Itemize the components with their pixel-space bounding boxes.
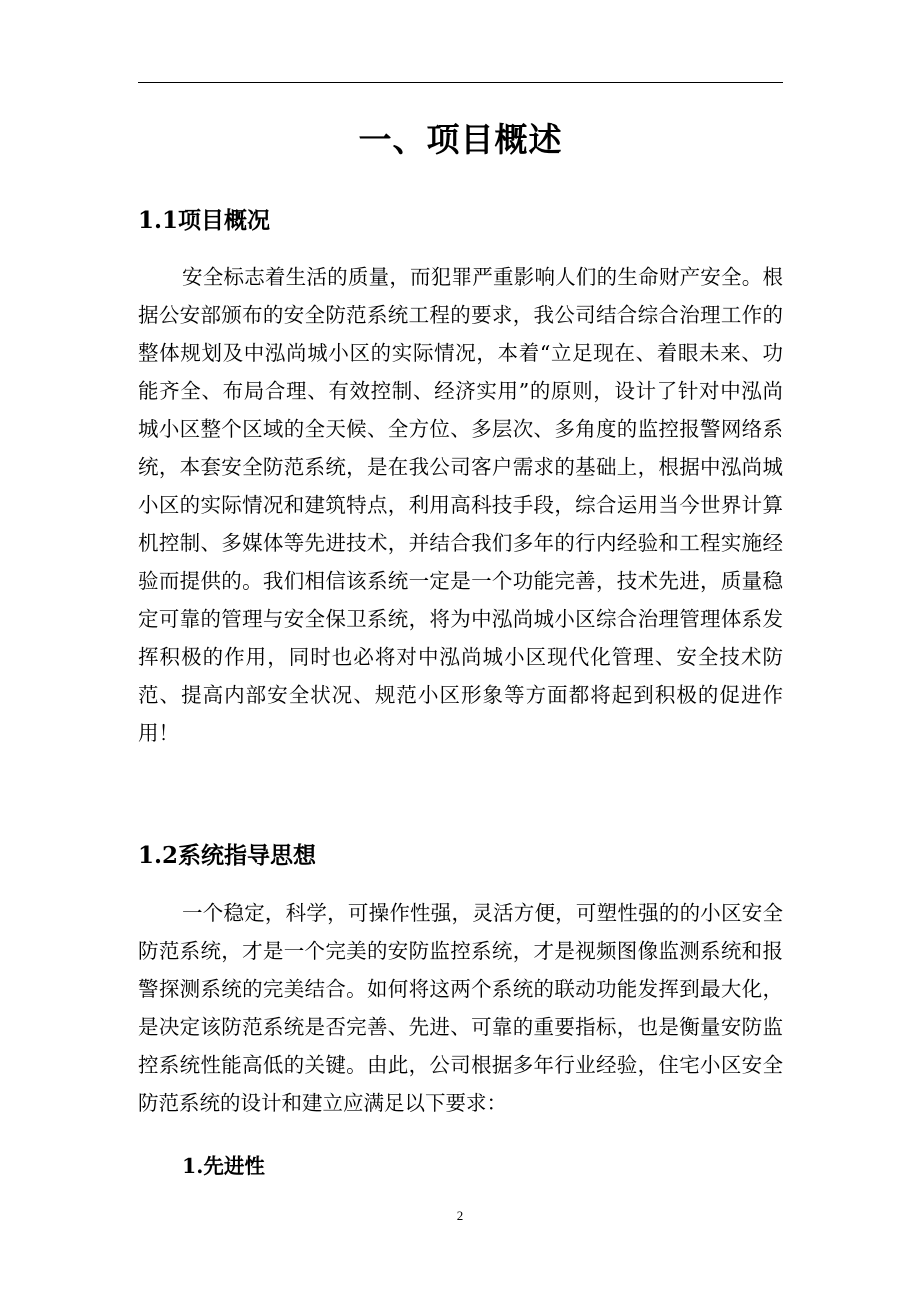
section-1-2-paragraph: 一个稳定，科学，可操作性强，灵活方便，可塑性强的的小区安全防范系统，才是一个完美的安防监控系统，才是视频图像监测系统和报警探测系统的完美结合。如何将这两个系统的联动功能发挥到最大化，是决定该防范系统是否完善、先进、可靠的重要指标，也是衡量安防监控系统性能高低的关键。由此，公司根据多年行业经验，住宅小区安全防范系统的设计和建立应满足以下要求： [138, 901, 783, 1115]
section-1-1-paragraph: 安全标志着生活的质量，而犯罪严重影响人们的生命财产安全。根据公安部颁布的安全防范系统工程的要求，我公司结合综合治理工作的整体规划及中泓尚城小区的实际情况，本着“立足现在、着眼未来、功能齐全、布局合理、有效控制、经济实用”的原则，设计了针对中泓尚城小区整个区域的全天候、全方位、多层次、多角度的监控报警网络系统，本套安全防范系统，是在我公司客户需求的基础上，根据中泓尚城小区的实际情况和建筑特点，利用高科技手段，综合运用当今世界计算机控制、多媒体等先进技术，并结合我们多年的行内经验和工程实施经验而提供的。我们相信该系统一定是一个功能完善，技术先进，质量稳定可靠的管理与安全保卫系统，将为中泓尚城小区综合治理管理体系发挥积极的作用，同时也必将对中泓尚城小区现代化管理、安全技术防范、提高内部安全状况、规范小区形象等方面都将起到积极的促进作用！ [138, 265, 783, 745]
page-number: 2 [456, 1208, 464, 1223]
section-heading-1-1: 1.1项目概况 [138, 207, 271, 234]
section-heading-1-2: 1.2系统指导思想 [138, 842, 317, 869]
header-rule [138, 82, 783, 83]
chapter-title: 一、项目概述 [358, 120, 563, 159]
subheading-advanced: 1.先进性 [182, 1154, 265, 1178]
